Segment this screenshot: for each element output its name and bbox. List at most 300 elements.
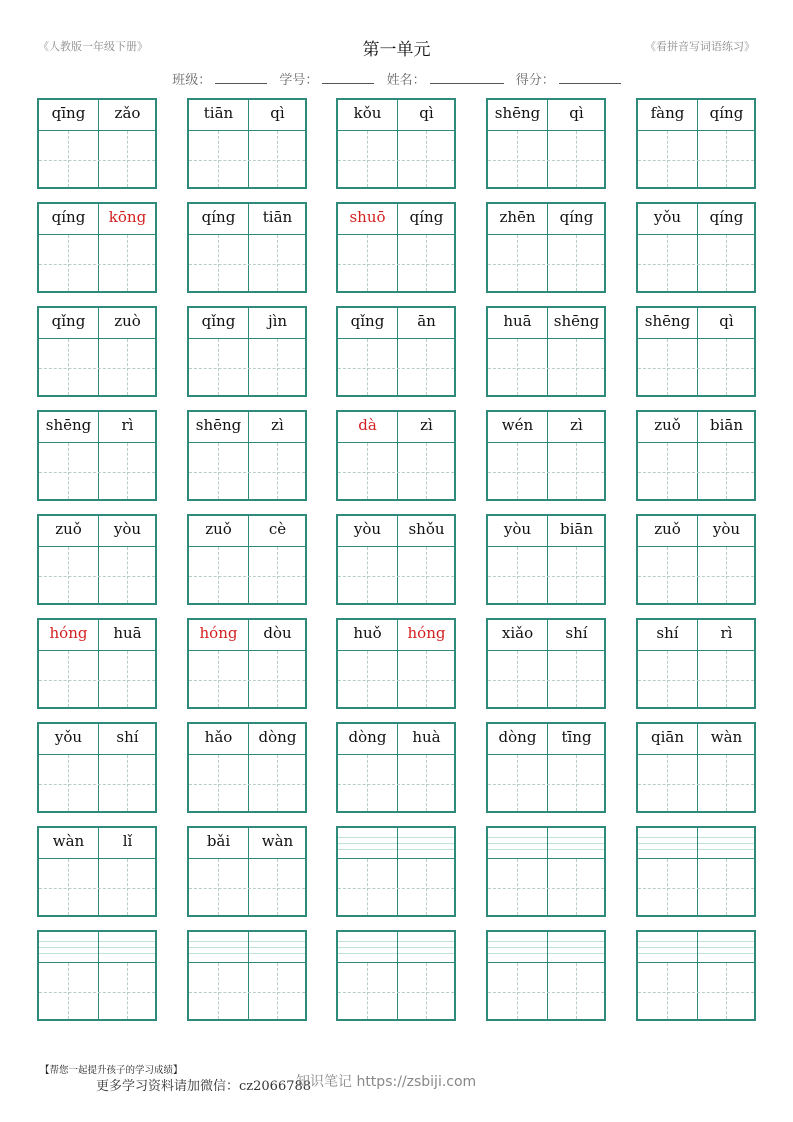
tian-guide <box>218 963 219 1019</box>
tian-guide <box>426 651 427 707</box>
word-box[interactable] <box>187 410 307 501</box>
pinyin-guide-line <box>638 941 754 942</box>
pinyin-divider <box>638 546 754 547</box>
pinyin-syllable: qíng <box>201 208 236 226</box>
pinyin-divider <box>638 234 754 235</box>
word-box[interactable] <box>37 722 157 813</box>
pinyin-syllable: tīng <box>561 728 592 746</box>
tian-guide <box>277 651 278 707</box>
pinyin-syllable: dòng <box>498 728 537 746</box>
tian-guide <box>127 547 128 603</box>
tian-guide <box>726 547 727 603</box>
tian-guide <box>218 443 219 499</box>
tian-guide <box>218 859 219 915</box>
word-box[interactable] <box>336 826 456 917</box>
pinyin-syllable: kǒu <box>353 104 382 122</box>
pinyin-divider <box>338 130 454 131</box>
tian-guide <box>218 651 219 707</box>
pinyin-divider <box>638 962 754 963</box>
word-box[interactable] <box>37 98 157 189</box>
tian-guide <box>127 755 128 811</box>
char-divider <box>397 828 398 915</box>
pinyin-syllable: xiǎo <box>501 624 534 642</box>
pinyin-syllable: hóng <box>49 624 88 642</box>
pinyin-syllable: yòu <box>353 520 382 538</box>
word-box[interactable] <box>336 930 456 1021</box>
char-divider <box>697 932 698 1019</box>
pinyin-divider <box>39 442 155 443</box>
tian-guide <box>488 784 604 785</box>
word-box[interactable] <box>37 618 157 709</box>
word-box[interactable] <box>187 514 307 605</box>
tian-guide <box>638 784 754 785</box>
tian-guide <box>667 235 668 291</box>
word-box[interactable] <box>336 306 456 397</box>
tian-guide <box>338 472 454 473</box>
tian-guide <box>218 755 219 811</box>
pinyin-divider <box>189 650 305 651</box>
pinyin-guide-line <box>338 843 454 844</box>
tian-guide <box>426 963 427 1019</box>
tian-guide <box>189 576 305 577</box>
class-label: 班级： <box>172 73 212 88</box>
pinyin-syllable: qǐng <box>51 312 86 330</box>
number-label: 学号： <box>279 73 319 88</box>
tian-guide <box>338 576 454 577</box>
pinyin-syllable: qiān <box>650 728 684 746</box>
tian-guide <box>367 755 368 811</box>
word-box[interactable] <box>187 826 307 917</box>
tian-guide <box>517 547 518 603</box>
word-box[interactable] <box>636 618 756 709</box>
pinyin-syllable: kōng <box>108 208 147 226</box>
tian-guide <box>367 131 368 187</box>
tian-guide <box>189 888 305 889</box>
pinyin-divider <box>189 962 305 963</box>
word-box[interactable] <box>636 722 756 813</box>
tian-guide <box>39 264 155 265</box>
pinyin-guide-line <box>638 843 754 844</box>
pinyin-divider <box>189 754 305 755</box>
tian-guide <box>218 339 219 395</box>
tian-guide <box>576 651 577 707</box>
tian-guide <box>726 443 727 499</box>
pinyin-divider <box>638 858 754 859</box>
word-box[interactable] <box>486 722 606 813</box>
tian-guide <box>726 963 727 1019</box>
word-box[interactable] <box>486 306 606 397</box>
tian-guide <box>726 339 727 395</box>
pinyin-syllable: cè <box>268 520 287 538</box>
pinyin-syllable: huà <box>412 728 441 746</box>
tian-guide <box>638 160 754 161</box>
pinyin-syllable: qì <box>419 104 434 122</box>
tian-guide <box>488 368 604 369</box>
tian-guide <box>338 160 454 161</box>
pinyin-guide-line <box>638 947 754 948</box>
tian-guide <box>189 784 305 785</box>
tian-guide <box>517 755 518 811</box>
tian-guide <box>426 235 427 291</box>
pinyin-guide-line <box>488 953 604 954</box>
tian-guide <box>667 651 668 707</box>
pinyin-divider <box>338 442 454 443</box>
pinyin-divider <box>39 546 155 547</box>
word-box[interactable] <box>636 410 756 501</box>
pinyin-syllable: shēng <box>644 312 691 330</box>
pinyin-syllable: fàng <box>650 104 685 122</box>
tian-guide <box>426 131 427 187</box>
tian-guide <box>39 888 155 889</box>
tian-guide <box>68 235 69 291</box>
pinyin-syllable: shēng <box>195 416 242 434</box>
pinyin-guide-line <box>338 953 454 954</box>
tian-guide <box>576 443 577 499</box>
pinyin-divider <box>39 858 155 859</box>
pinyin-syllable: rì <box>720 624 733 642</box>
pinyin-guide-line <box>638 953 754 954</box>
pinyin-syllable: shí <box>116 728 139 746</box>
pinyin-syllable: yòu <box>503 520 532 538</box>
tian-guide <box>517 131 518 187</box>
tian-guide <box>277 339 278 395</box>
word-box[interactable] <box>486 930 606 1021</box>
pinyin-syllable: shǒu <box>408 520 445 538</box>
pinyin-syllable: zǎo <box>114 104 141 122</box>
page-title: 第一单元 <box>362 40 431 60</box>
pinyin-syllable: hóng <box>407 624 446 642</box>
pinyin-syllable: dà <box>358 416 377 434</box>
pinyin-guide-line <box>488 947 604 948</box>
tian-guide <box>338 784 454 785</box>
tian-guide <box>68 547 69 603</box>
tian-guide <box>667 963 668 1019</box>
pinyin-syllable: qíng <box>709 208 744 226</box>
pinyin-syllable: jìn <box>267 312 288 330</box>
tian-guide <box>367 547 368 603</box>
tian-guide <box>576 547 577 603</box>
pinyin-divider <box>638 338 754 339</box>
pinyin-guide-line <box>189 941 305 942</box>
pinyin-divider <box>638 130 754 131</box>
tian-guide <box>367 235 368 291</box>
tian-guide <box>68 443 69 499</box>
tian-guide <box>367 651 368 707</box>
word-box[interactable] <box>486 826 606 917</box>
pinyin-divider <box>189 338 305 339</box>
pinyin-syllable: qīng <box>51 104 86 122</box>
pinyin-divider <box>488 234 604 235</box>
pinyin-guide-line <box>488 843 604 844</box>
tian-guide <box>338 680 454 681</box>
word-box[interactable] <box>336 98 456 189</box>
tian-guide <box>576 755 577 811</box>
pinyin-syllable: qǐng <box>201 312 236 330</box>
pinyin-guide-line <box>39 953 155 954</box>
pinyin-syllable: zuǒ <box>654 520 681 538</box>
tian-guide <box>68 339 69 395</box>
char-divider <box>547 828 548 915</box>
footer-note: 【帮您一起提升孩子的学习成绩】 <box>40 1065 183 1076</box>
pinyin-syllable: hóng <box>199 624 238 642</box>
pinyin-syllable: tiān <box>262 208 293 226</box>
pinyin-syllable: lǐ <box>122 832 133 850</box>
pinyin-divider <box>638 754 754 755</box>
pinyin-divider <box>338 338 454 339</box>
tian-guide <box>189 264 305 265</box>
tian-guide <box>68 131 69 187</box>
char-divider <box>98 932 99 1019</box>
tian-guide <box>68 963 69 1019</box>
word-box[interactable] <box>636 826 756 917</box>
pinyin-syllable: shí <box>656 624 679 642</box>
pinyin-syllable: hǎo <box>204 728 233 746</box>
pinyin-syllable: biān <box>709 416 743 434</box>
tian-guide <box>426 859 427 915</box>
tian-guide <box>426 547 427 603</box>
pinyin-syllable: zuǒ <box>55 520 82 538</box>
pinyin-divider <box>338 546 454 547</box>
tian-guide <box>667 339 668 395</box>
exercise-label: 《看拼音写词语练习》 <box>645 40 755 53</box>
pinyin-syllable: yǒu <box>54 728 83 746</box>
pinyin-syllable: dòu <box>263 624 292 642</box>
pinyin-divider <box>189 130 305 131</box>
pinyin-guide-line <box>488 849 604 850</box>
pinyin-divider <box>39 650 155 651</box>
tian-guide <box>338 264 454 265</box>
word-box[interactable] <box>187 202 307 293</box>
pinyin-divider <box>189 442 305 443</box>
tian-guide <box>39 368 155 369</box>
word-box[interactable] <box>636 514 756 605</box>
pinyin-guide-line <box>39 947 155 948</box>
word-box[interactable] <box>37 306 157 397</box>
pinyin-syllable: huǒ <box>353 624 382 642</box>
pinyin-syllable: shēng <box>553 312 600 330</box>
tian-guide <box>189 368 305 369</box>
series-label: 《人教版一年级下册》 <box>38 40 148 53</box>
pinyin-syllable: qíng <box>51 208 86 226</box>
tian-guide <box>638 992 754 993</box>
footer-wechat: 更多学习资料请加微信：cz2066788 <box>96 1079 312 1094</box>
pinyin-syllable: zì <box>420 416 433 434</box>
word-box[interactable] <box>336 202 456 293</box>
pinyin-syllable: qíng <box>409 208 444 226</box>
pinyin-syllable: dòng <box>258 728 297 746</box>
pinyin-divider <box>189 234 305 235</box>
pinyin-syllable: huā <box>113 624 142 642</box>
tian-guide <box>638 264 754 265</box>
pinyin-divider <box>488 442 604 443</box>
tian-guide <box>277 235 278 291</box>
tian-guide <box>576 339 577 395</box>
word-box[interactable] <box>486 410 606 501</box>
tian-guide <box>576 235 577 291</box>
pinyin-syllable: qì <box>719 312 734 330</box>
pinyin-syllable: qíng <box>709 104 744 122</box>
word-box[interactable] <box>336 722 456 813</box>
tian-guide <box>426 755 427 811</box>
word-box[interactable] <box>187 306 307 397</box>
pinyin-guide-line <box>39 941 155 942</box>
tian-guide <box>189 472 305 473</box>
tian-guide <box>127 443 128 499</box>
tian-guide <box>726 859 727 915</box>
word-box[interactable] <box>636 202 756 293</box>
char-divider <box>547 932 548 1019</box>
word-box[interactable] <box>187 930 307 1021</box>
word-box[interactable] <box>636 306 756 397</box>
tian-guide <box>488 472 604 473</box>
pinyin-divider <box>39 338 155 339</box>
tian-guide <box>39 160 155 161</box>
tian-guide <box>638 680 754 681</box>
tian-guide <box>68 859 69 915</box>
word-box[interactable] <box>636 930 756 1021</box>
word-box[interactable] <box>37 930 157 1021</box>
pinyin-divider <box>488 962 604 963</box>
pinyin-syllable: shí <box>565 624 588 642</box>
word-box[interactable] <box>486 618 606 709</box>
tian-guide <box>517 339 518 395</box>
tian-guide <box>218 131 219 187</box>
pinyin-divider <box>488 858 604 859</box>
word-box[interactable] <box>486 202 606 293</box>
tian-guide <box>338 888 454 889</box>
word-box[interactable] <box>486 98 606 189</box>
pinyin-syllable: zuò <box>114 312 141 330</box>
tian-guide <box>726 131 727 187</box>
tian-guide <box>218 547 219 603</box>
tian-guide <box>426 339 427 395</box>
pinyin-syllable: zuǒ <box>205 520 232 538</box>
word-box[interactable] <box>37 514 157 605</box>
pinyin-syllable: wàn <box>261 832 294 850</box>
tian-guide <box>127 339 128 395</box>
tian-guide <box>488 992 604 993</box>
tian-guide <box>39 472 155 473</box>
pinyin-syllable: qǐng <box>350 312 385 330</box>
word-box[interactable] <box>336 410 456 501</box>
tian-guide <box>667 547 668 603</box>
pinyin-divider <box>39 130 155 131</box>
word-box[interactable] <box>37 202 157 293</box>
pinyin-syllable: bǎi <box>206 832 231 850</box>
tian-guide <box>726 755 727 811</box>
pinyin-guide-line <box>189 947 305 948</box>
pinyin-divider <box>39 754 155 755</box>
tian-guide <box>127 651 128 707</box>
pinyin-syllable: yòu <box>712 520 741 538</box>
char-divider <box>248 932 249 1019</box>
word-box[interactable] <box>37 410 157 501</box>
tian-guide <box>68 651 69 707</box>
pinyin-guide-line <box>488 837 604 838</box>
tian-guide <box>517 235 518 291</box>
pinyin-divider <box>39 234 155 235</box>
tian-guide <box>127 859 128 915</box>
pinyin-syllable: dòng <box>348 728 387 746</box>
watermark: 知识笔记 https://zsbiji.com <box>296 1074 477 1090</box>
tian-guide <box>488 264 604 265</box>
pinyin-syllable: huā <box>503 312 532 330</box>
pinyin-divider <box>338 650 454 651</box>
word-box[interactable] <box>37 826 157 917</box>
tian-guide <box>277 963 278 1019</box>
tian-guide <box>638 888 754 889</box>
tian-guide <box>39 992 155 993</box>
tian-guide <box>189 992 305 993</box>
word-box[interactable] <box>187 98 307 189</box>
pinyin-syllable: zuǒ <box>654 416 681 434</box>
pinyin-syllable: yòu <box>113 520 142 538</box>
word-box[interactable] <box>187 722 307 813</box>
tian-guide <box>39 784 155 785</box>
tian-guide <box>39 680 155 681</box>
tian-guide <box>277 547 278 603</box>
tian-guide <box>638 576 754 577</box>
pinyin-divider <box>488 650 604 651</box>
pinyin-syllable: shuō <box>349 208 386 226</box>
tian-guide <box>277 859 278 915</box>
tian-guide <box>667 859 668 915</box>
tian-guide <box>127 235 128 291</box>
pinyin-syllable: yǒu <box>653 208 682 226</box>
word-box[interactable] <box>636 98 756 189</box>
tian-guide <box>517 963 518 1019</box>
tian-guide <box>39 576 155 577</box>
char-divider <box>397 932 398 1019</box>
pinyin-syllable: tiān <box>203 104 234 122</box>
pinyin-syllable: shēng <box>494 104 541 122</box>
pinyin-guide-line <box>338 849 454 850</box>
pinyin-syllable: biān <box>559 520 593 538</box>
tian-guide <box>488 160 604 161</box>
tian-guide <box>638 368 754 369</box>
char-divider <box>697 828 698 915</box>
pinyin-syllable: zhēn <box>499 208 536 226</box>
pinyin-syllable: ān <box>417 312 436 330</box>
pinyin-divider <box>488 338 604 339</box>
tian-guide <box>517 443 518 499</box>
pinyin-guide-line <box>638 849 754 850</box>
pinyin-syllable: wàn <box>52 832 85 850</box>
pinyin-guide-line <box>338 837 454 838</box>
tian-guide <box>367 963 368 1019</box>
pinyin-guide-line <box>189 953 305 954</box>
pinyin-guide-line <box>338 941 454 942</box>
pinyin-divider <box>338 754 454 755</box>
pinyin-divider <box>338 234 454 235</box>
pinyin-guide-line <box>488 941 604 942</box>
score-label: 得分： <box>515 73 555 88</box>
pinyin-syllable: qíng <box>559 208 594 226</box>
tian-guide <box>726 651 727 707</box>
word-box[interactable] <box>336 514 456 605</box>
word-box[interactable] <box>187 618 307 709</box>
tian-guide <box>488 680 604 681</box>
pinyin-syllable: qì <box>270 104 285 122</box>
pinyin-guide-line <box>338 947 454 948</box>
pinyin-syllable: rì <box>121 416 134 434</box>
word-box[interactable] <box>336 618 456 709</box>
tian-guide <box>726 235 727 291</box>
pinyin-syllable: shēng <box>45 416 92 434</box>
pinyin-divider <box>488 130 604 131</box>
word-box[interactable] <box>486 514 606 605</box>
tian-guide <box>576 859 577 915</box>
